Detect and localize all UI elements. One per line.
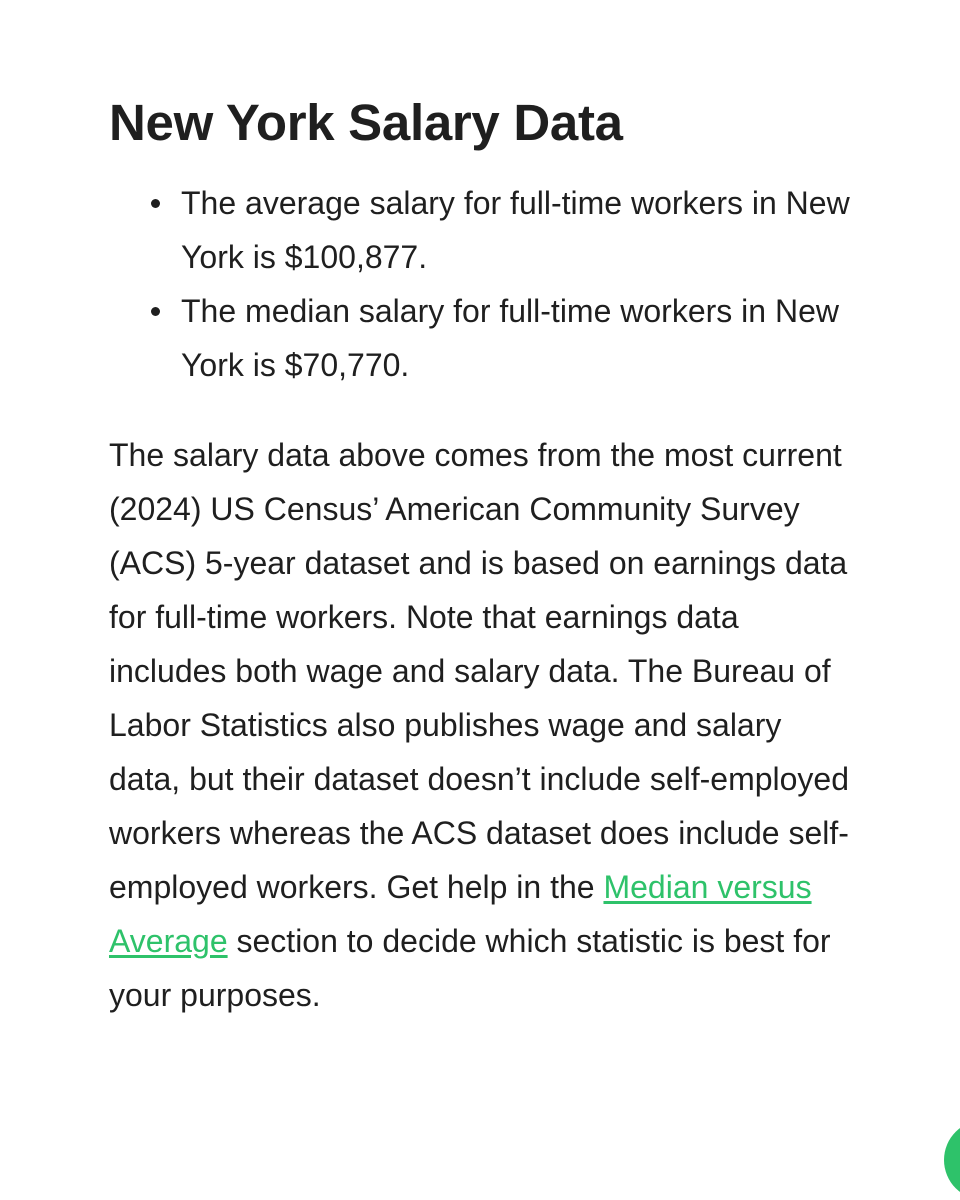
paragraph-text-after-link: section to decide which statistic is best for your purposes. bbox=[109, 923, 831, 1013]
list-item bbox=[181, 176, 861, 284]
median-versus-average-link[interactable]: Median versus Average bbox=[109, 869, 812, 959]
paragraph-text-before-link: The salary data above comes from the most current (2024) US Census’ American Community Survey (ACS) 5-year dataset and is based on earnings data for full-time workers. Note that earnings data includes both wage and salary data. The Bureau of Labor Statistics also publishes wage and salary data, but their dataset doesn’t include self-employed workers whereas the ACS dataset does include self-employed workers. Get help in the bbox=[109, 437, 850, 905]
salary-section bbox=[109, 92, 869, 1022]
bullet-dot-icon bbox=[151, 307, 160, 316]
salary-facts-list bbox=[109, 176, 869, 392]
fact-median-salary: The median salary for full-time workers in New York is $70,770. bbox=[181, 293, 839, 383]
floating-action-button[interactable] bbox=[944, 1120, 960, 1200]
fact-average-salary: The average salary for full-time workers in New York is $100,877. bbox=[181, 185, 850, 275]
page-title: New York Salary Data bbox=[109, 94, 623, 151]
data-source-paragraph bbox=[109, 428, 859, 1022]
list-item bbox=[181, 284, 861, 392]
bullet-dot-icon bbox=[151, 199, 160, 208]
